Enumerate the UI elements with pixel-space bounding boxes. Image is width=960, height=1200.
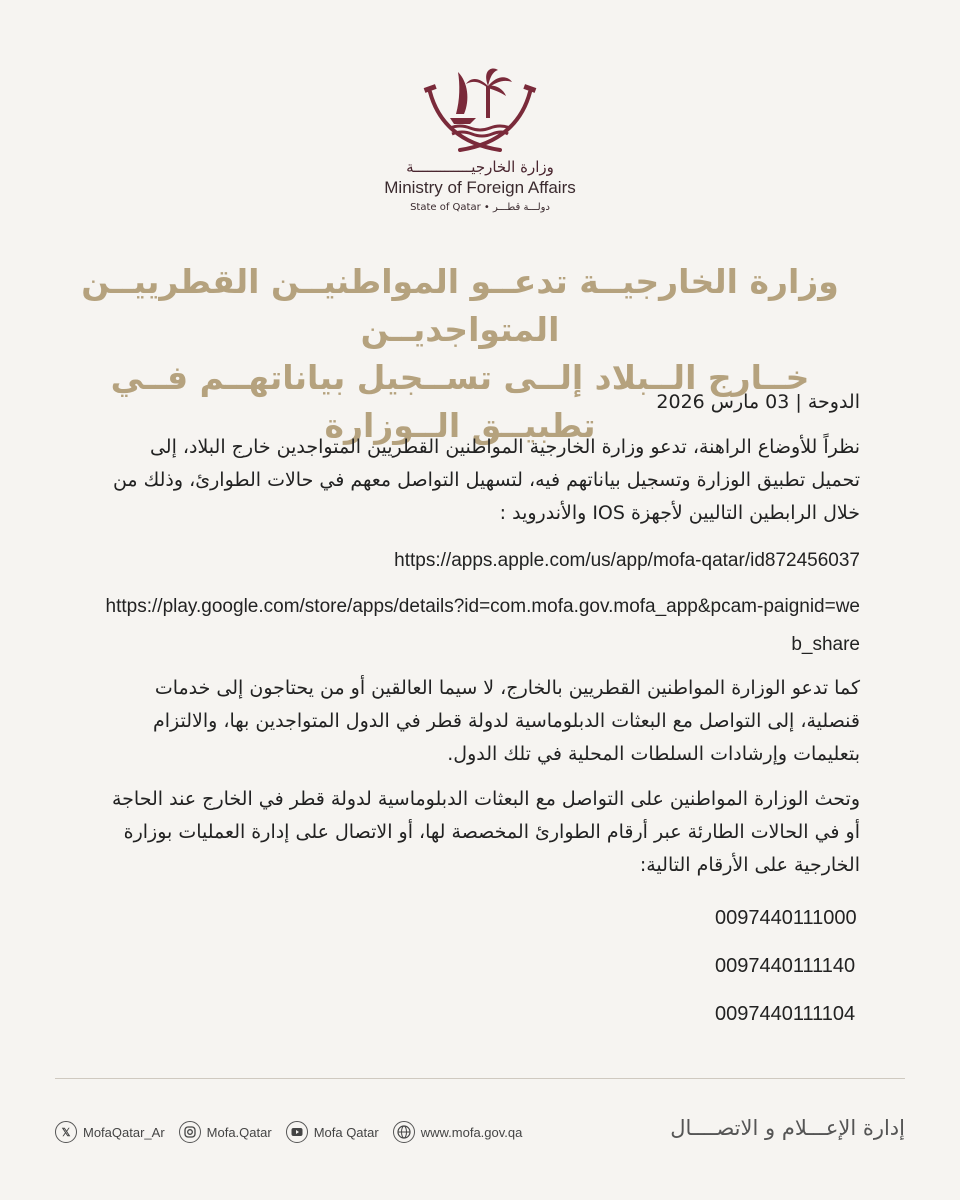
website-link[interactable]: [393, 1121, 523, 1143]
youtube-icon: [286, 1121, 308, 1143]
state-emblem-logo: [420, 62, 540, 156]
x-handle: MofaQatar_Ar: [83, 1124, 165, 1140]
phone-number-1[interactable]: 0097440111000: [715, 907, 857, 929]
ministry-name-arabic: وزارة الخارجيـــــــــــــة: [406, 158, 554, 176]
phone-number-2[interactable]: 0097440111140: [715, 955, 856, 977]
department-name: إدارة الإعـــلام و الاتصــــال: [670, 1116, 905, 1140]
paragraph-3: وتحث الوزارة المواطنين على التواصل مع البعثات الدبلوماسية لدولة قطر في الخارج عند الحاجة أو في الحالات الطارئة عبر أرقام الطوارئ المخصصة لها، أو الاتصال على إدارة العمليات بوزارة الخارجية على الأرقام التالية:: [112, 788, 860, 876]
youtube-handle: Mofa Qatar: [313, 1124, 379, 1140]
headline-line-1: وزارة الخارجيــة تدعــو المواطنيــن القطرييــن المتواجديــن: [81, 262, 839, 349]
paragraph-1: نظراً للأوضاع الراهنة، تدعو وزارة الخارجية المواطنين القطريين المتواجدين خارج البلاد، إلى تحميل تطبيق الوزارة وتسجيل بياناتهم فيه، لتسهيل التواصل معهم في حالات الطوارئ، وذلك من خلال الرابطين التاليين لأجهزة IOS والأندرويد :: [112, 436, 860, 524]
state-of-qatar-line: State of Qatar • دولـــة قطـــر: [410, 202, 550, 213]
footer: [55, 1112, 905, 1152]
x-link[interactable]: [55, 1121, 165, 1143]
youtube-link[interactable]: [286, 1121, 379, 1143]
website-url: www.mofa.gov.qa: [420, 1124, 523, 1140]
globe-icon: [393, 1121, 415, 1143]
social-links: [55, 1112, 522, 1152]
article-body: [100, 386, 860, 1038]
headline-line-2: خــارج الــبلاد إلــى تســجيل بياناتهــم فــي تطبيــق الــوزارة: [110, 358, 810, 445]
ios-app-link[interactable]: https://apps.apple.com/us/app/mofa-qatar/id872456037: [394, 550, 860, 571]
x-icon: 𝕏: [55, 1121, 77, 1143]
phone-list: [100, 894, 860, 1038]
android-app-link[interactable]: https://play.google.com/store/apps/details?id=com.mofa.gov.mofa_app&pcam-paignid=web_share: [105, 596, 860, 655]
paragraph-2: كما تدعو الوزارة المواطنين القطريين بالخارج، لا سيما العالقين أو من يحتاجون إلى خدمات قنصلية، إلى التواصل مع البعثات الدبلوماسية لدولة قطر في الدول المتواجدين بها، والالتزام بتعليمات وإرشادات السلطات المحلية في تلك الدول.: [153, 677, 860, 765]
instagram-icon: [179, 1121, 201, 1143]
ministry-name-english: Ministry of Foreign Affairs: [384, 178, 576, 197]
dateline: الدوحة | 03 مارس 2026: [656, 391, 860, 413]
instagram-handle: Mofa.Qatar: [206, 1124, 272, 1140]
instagram-link[interactable]: [179, 1121, 272, 1143]
phone-number-3[interactable]: 0097440111104: [715, 1003, 856, 1025]
footer-divider: [55, 1078, 905, 1079]
